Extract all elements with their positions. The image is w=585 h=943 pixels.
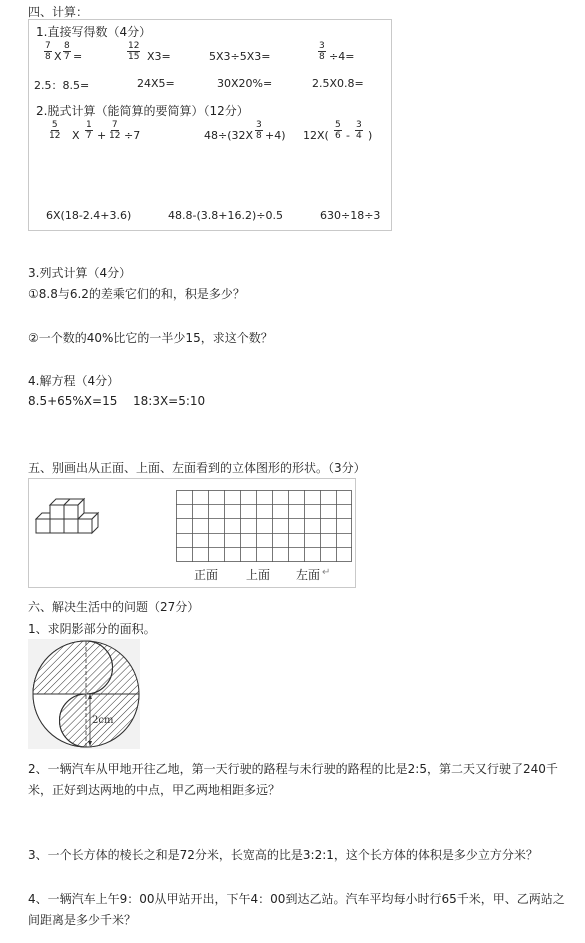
return-mark: ↵	[322, 567, 331, 578]
question1-text: 1、求阴影部分的面积。	[28, 622, 156, 636]
label-top-view: 上面	[246, 568, 271, 582]
question2-line1: 2、一辆汽车从甲地开往乙地，第一天行驶的路程与未行驶的路程的比是2:5，第二天又行驶了240千	[28, 762, 558, 776]
part3-question2: ②一个数的40%比它的一半少15，求这个数？	[28, 331, 273, 345]
equation-1: 8.5+65%X=15	[28, 394, 118, 408]
question4-line1: 4、一辆汽车上午9：00从甲站开出，下午4：00到达乙站。汽车平均每小时行65千米，甲、乙两站之	[28, 892, 565, 906]
expr-5x3: 5X3÷5X3=	[209, 50, 271, 63]
view-drawing-grid	[176, 490, 352, 562]
question2-line2: 米，正好到达两地的中点，甲乙两地相距多远？	[28, 783, 281, 797]
fraction-12-15: $\frac{12}{15}$	[128, 41, 140, 62]
section5-title: 五、别画出从正面、上面、左面看到的立体图形的形状。（3分）	[28, 461, 366, 475]
equation-2: 18:3X=5:10	[133, 394, 206, 408]
fraction-3-8: $\frac{3}{8}$	[319, 41, 325, 62]
part3-question1: ①8.8与6.2的差乘它们的和，积是多少？	[28, 287, 245, 301]
shaded-circle-figure	[28, 639, 140, 749]
cube-stack-figure	[32, 493, 104, 543]
section4-title: 四、计算：	[28, 5, 89, 19]
part3-title: 3.列式计算（4分）	[28, 266, 132, 280]
question3-text: 3、一个长方体的棱长之和是72分米，长宽高的比是3:2:1，这个长方体的体积是多少立方分米？	[28, 848, 538, 862]
question4-line2: 间距离是多少千米？	[28, 913, 137, 927]
part4-title: 4.解方程（4分）	[28, 374, 120, 388]
part2-title: 2.脱式计算（能简算的要简算）（12分）	[36, 104, 249, 118]
label-left-view: 左面	[296, 568, 321, 582]
label-front-view: 正面	[194, 568, 219, 582]
section6-title: 六、解决生活中的问题（27分）	[28, 600, 200, 614]
fraction-7-8: $\frac{7}{8}$	[45, 41, 51, 62]
part1-title: 1.直接写得数（4分）	[36, 25, 152, 39]
label-2cm: 2cm	[92, 715, 114, 726]
fraction-8-7: $\frac{8}{7}$	[64, 41, 70, 62]
